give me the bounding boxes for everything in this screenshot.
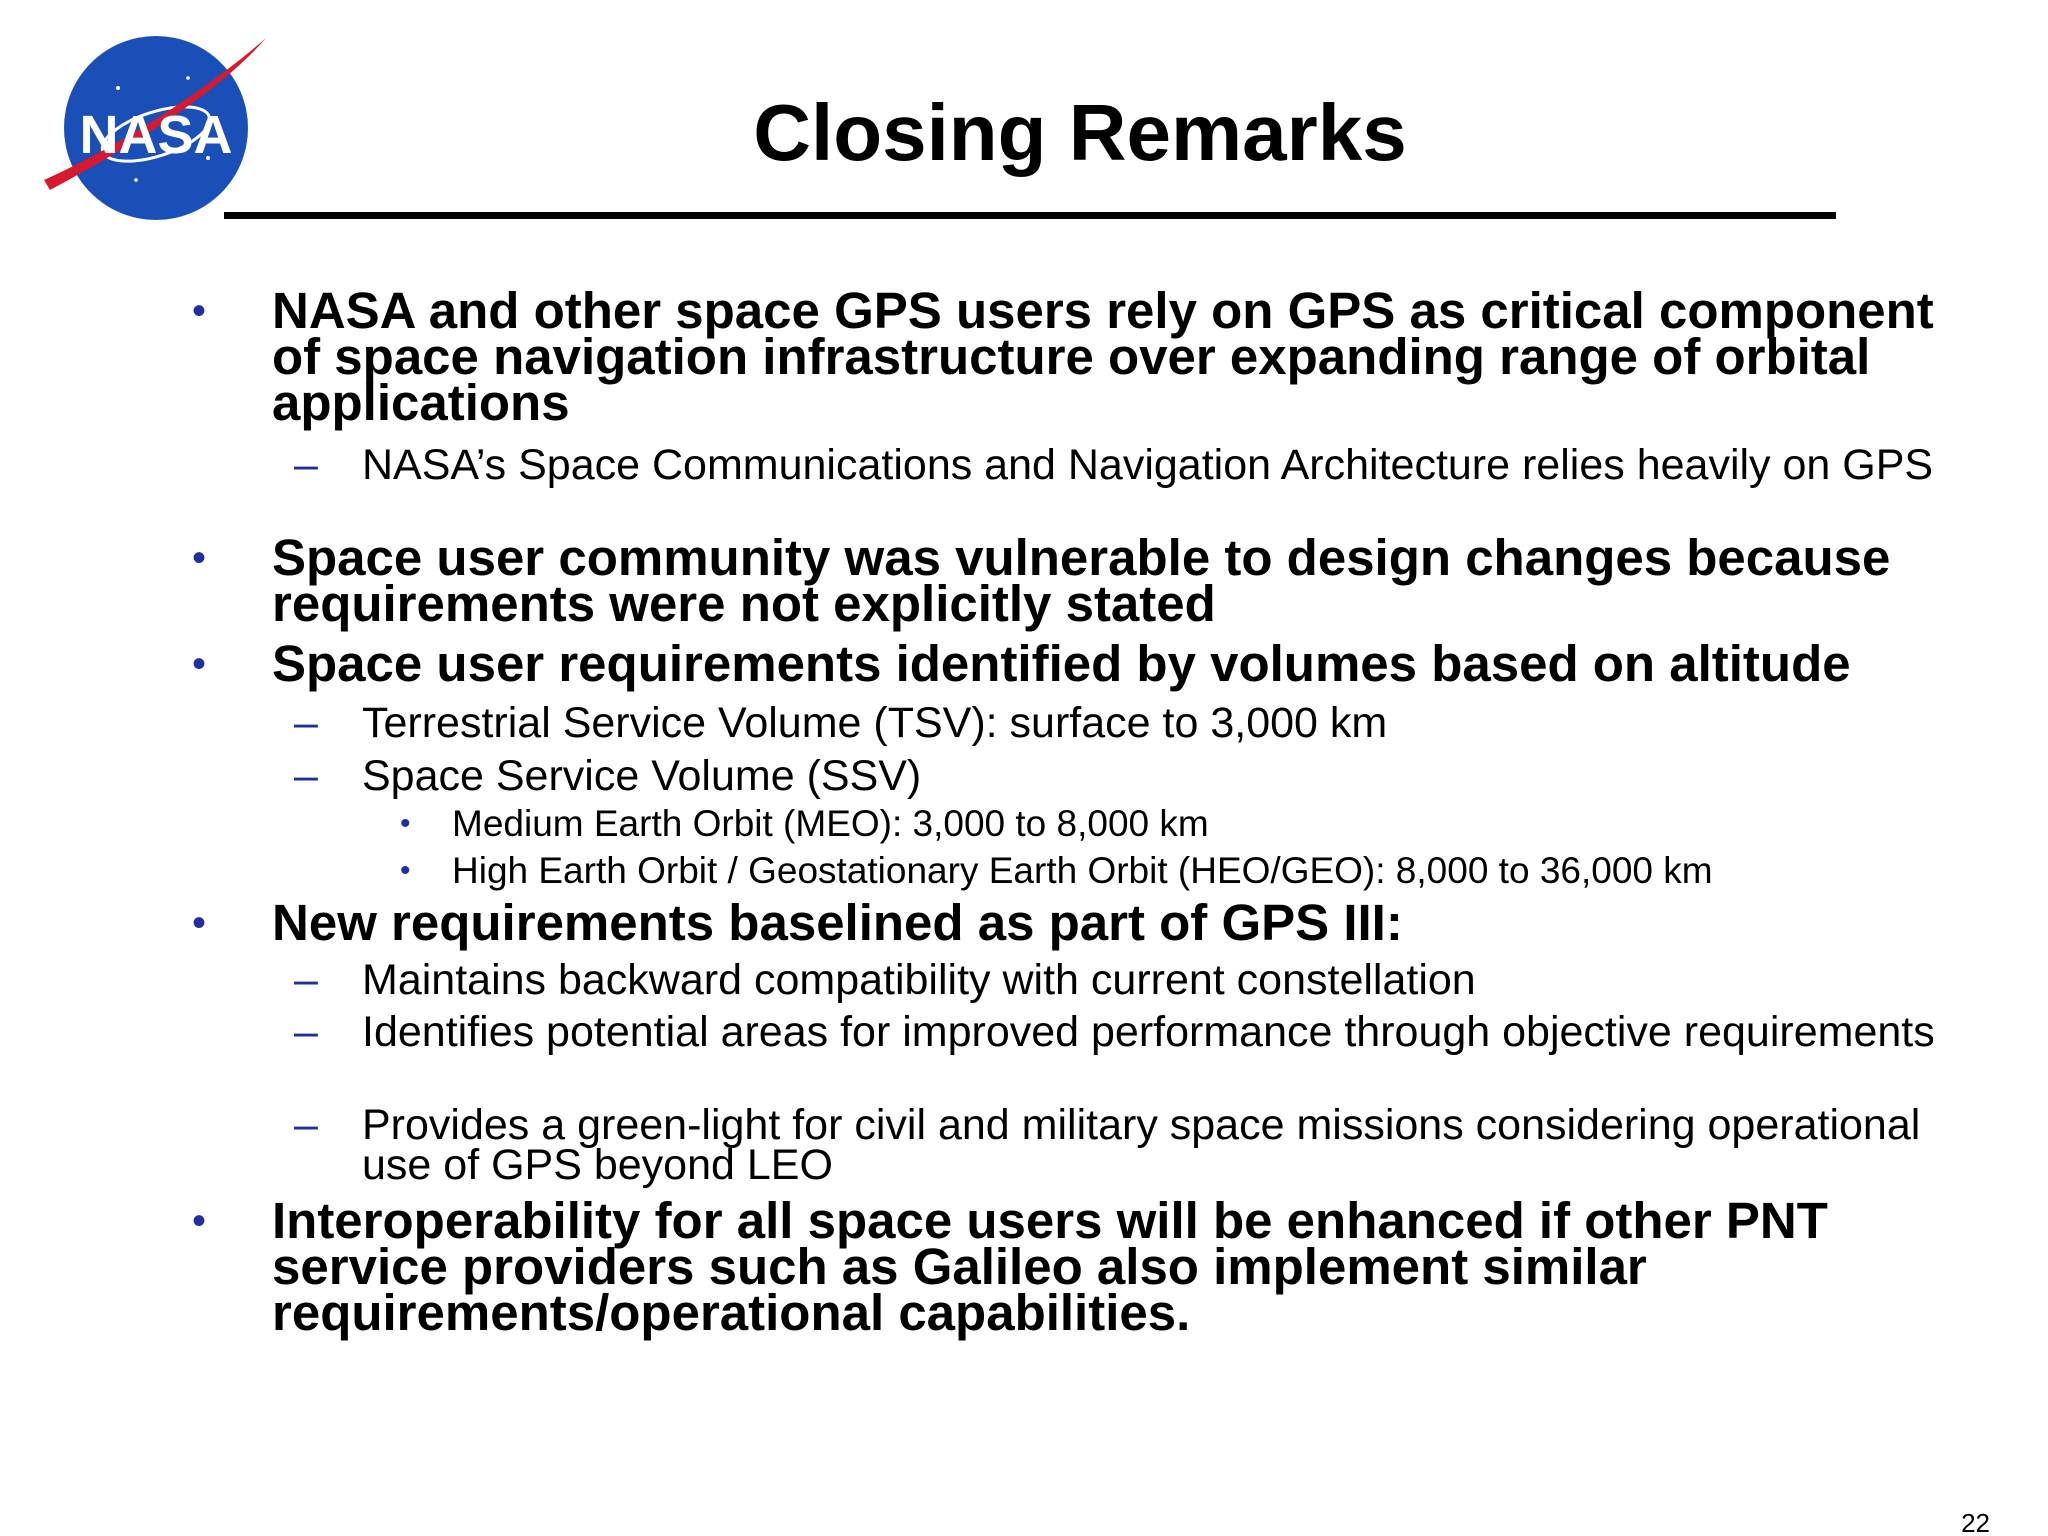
dash-marker: – <box>294 441 318 489</box>
bullet-marker: • <box>400 807 411 840</box>
logo-text: NASA <box>79 105 233 165</box>
bullet-item <box>192 282 1992 431</box>
sub-sub-bullet-item <box>400 801 1952 847</box>
bullet-item <box>192 894 1992 951</box>
dash-marker: – <box>294 1101 318 1149</box>
sub-bullet-item <box>294 699 1962 747</box>
bullet-text: NASA and other space GPS users rely on GPS as critical component of space navigation infrastructure over expanding range of orbital applications <box>272 282 1934 431</box>
sub-bullet-item <box>294 1101 1962 1189</box>
dash-marker: – <box>294 752 318 800</box>
bullet-marker: • <box>192 901 207 945</box>
page-number: 22 <box>1961 1508 1990 1536</box>
sub-sub-bullet-item <box>400 848 1952 894</box>
dash-marker: – <box>294 699 318 747</box>
bullet-text: Space user requirements identified by volumes based on altitude <box>272 635 1851 692</box>
sub-bullet-item <box>294 752 1962 800</box>
bullet-marker: • <box>192 536 207 580</box>
dash-marker: – <box>294 1008 318 1056</box>
sub-bullet-text: Space Service Volume (SSV) <box>362 752 922 800</box>
sub-bullet-text: Identifies potential areas for improved performance through objective requirements <box>362 1008 1935 1056</box>
sub-bullet-text: Terrestrial Service Volume (TSV): surface to 3,000 km <box>362 699 1388 747</box>
sub-bullet-text: Provides a green-light for civil and military space missions considering operational use of GPS beyond LEO <box>362 1101 1921 1189</box>
sub-bullet-item <box>294 441 1962 489</box>
bullet-text: Interoperability for all space users will be enhanced if other PNT service providers such as Galileo also implement similar requirements/operational capabilities. <box>272 1192 1828 1341</box>
sub-sub-bullet-text: High Earth Orbit / Geostationary Earth Orbit (HEO/GEO): 8,000 to 36,000 km <box>452 850 1713 891</box>
sub-bullet-item <box>294 956 1962 1004</box>
sub-sub-bullet-text: Medium Earth Orbit (MEO): 3,000 to 8,000 km <box>452 803 1209 844</box>
sub-bullet-text: Maintains backward compatibility with current constellation <box>362 956 1476 1004</box>
bullet-marker: • <box>192 1199 207 1243</box>
bullet-item <box>192 529 1992 632</box>
sub-bullet-text: NASA’s Space Communications and Navigation Architecture relies heavily on GPS <box>362 441 1934 489</box>
bullet-marker: • <box>192 289 207 333</box>
slide-title: Closing Remarks <box>753 88 1407 177</box>
bullet-item <box>192 635 1992 692</box>
bullet-text: Space user community was vulnerable to design changes because requirements were not explicitly stated <box>272 529 1891 632</box>
sub-bullet-item <box>294 1008 1962 1056</box>
bullet-marker: • <box>192 642 207 686</box>
bullet-text: New requirements baselined as part of GPS III: <box>272 894 1403 951</box>
bullet-item <box>192 1192 1992 1341</box>
dash-marker: – <box>294 956 318 1004</box>
bullet-marker: • <box>400 854 411 887</box>
